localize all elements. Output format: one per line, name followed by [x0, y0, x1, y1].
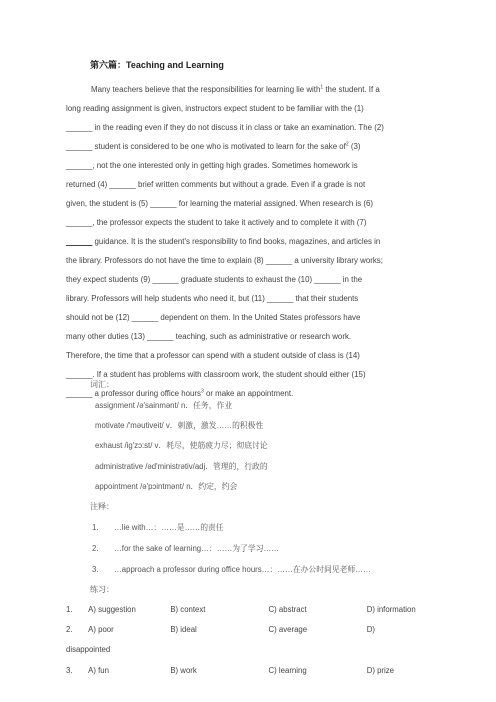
article-paragraph — [66, 80, 432, 403]
para-line: ______, not the one interested only in getting high grades. Sometimes homework is — [66, 161, 358, 170]
para-line: ______, the professor expects the student to take it actively and to complete it with (7) — [66, 218, 367, 227]
option-a: A) poor — [88, 625, 114, 634]
vocab-item: appointment /ə'pɔintmənt/ n．约定，约会 — [95, 482, 238, 491]
para-line: they expect students (9) ______ graduate students to exhaust the (10) ______ in the — [66, 275, 363, 284]
note-item: 3. …approach a professor during office hours…：……在办公时间见老师…… — [92, 565, 371, 574]
option-b: B) work — [170, 666, 197, 675]
vocab-item: assignment /ə'sainmənt/ n．任务，作业 — [95, 401, 233, 410]
option-d: D) — [366, 625, 375, 634]
para-line: ______. If a student has problems with classroom work, the student should either (15) — [66, 370, 366, 379]
article-title: 第六篇：Teaching and Learning — [90, 60, 224, 70]
option-b: B) ideal — [170, 625, 197, 634]
blank-7: ______ — [66, 237, 93, 246]
para-line: Therefore, the time that a professor can spend with a student outside of class is (14) — [66, 351, 360, 360]
para-line: long reading assignment is given, instructors expect student to be familiar with the (1) — [66, 104, 364, 113]
para-line: library. Professors will help students who need it, but (11) ______ that their students — [66, 294, 359, 303]
option-c: C) average — [268, 625, 308, 634]
option-c: C) learning — [268, 666, 307, 675]
footnote-marker: 3 — [200, 388, 204, 395]
vocab-item: exhaust /ig'zɔ:st/ v．耗尽，使筋疲力尽；彻底讨论 — [95, 441, 268, 450]
para-line: returned (4) ______ brief written comments but without a grade. Even if a grade is not — [66, 180, 366, 189]
option-wrap: disappointed — [66, 645, 111, 654]
vocab-item: motivate /'məutiveit/ v．刺激，激发……的积极性 — [95, 421, 264, 430]
option-d: D) information — [366, 605, 416, 614]
para-line: should not be (12) ______ dependent on them. In the United States professors have — [66, 313, 361, 322]
option-a: A) fun — [88, 666, 109, 675]
exercise-heading: 练习： — [90, 585, 114, 594]
para-line: ______ guidance. It is the student's responsibility to find books, magazines, and articles in — [66, 237, 381, 246]
note-item: 2. …for the sake of learning…：……为了学习…… — [92, 544, 280, 553]
exercise-row: 3. A) fun B) work C) learning D) prize — [66, 666, 394, 675]
option-c: C) abstract — [268, 605, 307, 614]
para-line: ______ student is considered to be one who is motivated to learn for the sake $of^2$ (3) — [66, 141, 361, 151]
footnote-marker: 1 — [320, 84, 324, 91]
option-b: B) context — [170, 605, 206, 614]
option-a: A) suggestion — [88, 605, 136, 614]
para-line: Many teachers believe that the responsibilities for learning lie with$^1$ the student. If a — [91, 84, 380, 94]
notes-heading: 注释： — [90, 502, 114, 511]
vocab-heading: 词汇： — [90, 380, 114, 389]
para-line: many other duties (13) ______ teaching, such as administrative or research work. — [66, 332, 352, 341]
exercise-row: 2. A) poor B) ideal C) average D) — [66, 625, 375, 634]
para-line: ______ in the reading even if they do not discuss it in class or take an examination. The (2) — [66, 123, 384, 132]
note-item: 1. …lie with…：……是……的责任 — [92, 523, 224, 532]
para-line: ______ a professor during office hours$^3$ or make an appointment. — [66, 388, 294, 398]
para-line: given, the student is (5) ______ for learning the material assigned. When research is (6) — [66, 199, 374, 208]
footnote-marker: 2 — [345, 141, 349, 148]
exercise-row: 1. A) suggestion B) context C) abstract D) information — [66, 605, 416, 614]
para-line: the library. Professors do not have the time to explain (8) ______ a university library works; — [66, 256, 383, 265]
vocab-item: administrative /əd'ministrətiv/adj．管理的，行政的 — [95, 462, 268, 471]
option-d: D) prize — [366, 666, 394, 675]
